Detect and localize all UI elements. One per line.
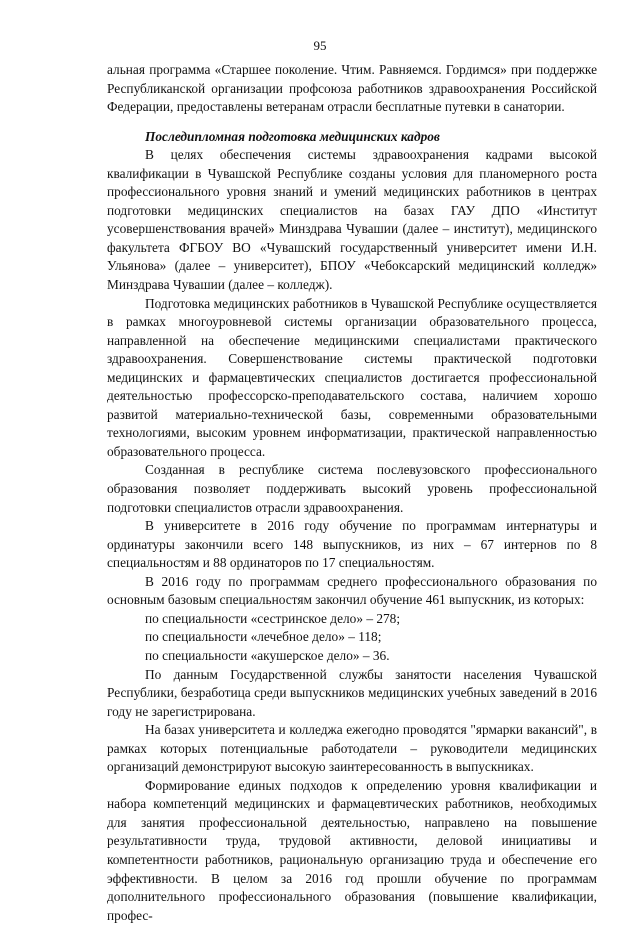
body-paragraph: На базах университета и колледжа ежегодно проводятся "ярмарки вакансий", в рамках которых потенциальные работодатели – руководители медицинских организаций демонстрируют высокую заинтересованность в выпускниках. xyxy=(107,722,597,775)
body-paragraph: Формирование единых подходов к определению уровня квалификации и набора компетенций медицинских и фармацевтических работников, необходимых для занятия профессиональной деятельностью, направлено на повышение результативности труда, трудовой активности, деловой инициативы и компетентности работников, рациональную организацию труда и обеспечение его эффективности. В целом за 2016 год прошли обучение по программам дополнительного профессионального образования (повышение квалификации, профес- xyxy=(107,777,597,923)
document-body xyxy=(107,61,597,925)
body-paragraph: В 2016 году по программам среднего профессионального образования по основным базовым специальностям закончил обучение 461 выпускник, из которых: xyxy=(107,573,597,608)
list-item: по специальности «лечебное дело» – 118; xyxy=(145,629,382,645)
body-paragraph: По данным Государственной службы занятости населения Чувашской Республики, безработица среди выпускников медицинских учебных заведений в 2016 году не зарегистрирована. xyxy=(107,666,597,719)
page-number: 95 xyxy=(313,38,327,53)
list-item: по специальности «сестринское дело» – 278; xyxy=(145,610,401,626)
intro-paragraph: альная программа «Старшее поколение. Чтим. Равняемся. Гордимся» при поддержке Республиканской организации профсоюза работников здравоохранения Российской Федерации, предоставлены ветеранам отрасли бесплатные путевки в санатории. xyxy=(107,62,597,115)
body-paragraph: Созданная в республике система послевузовского профессионального образования позволяет поддерживать высокий уровень профессиональной подготовки специалистов отрасли здравоохранения. xyxy=(107,462,597,515)
section-heading: Последипломная подготовка медицинских кадров xyxy=(145,128,440,144)
body-paragraph: Подготовка медицинских работников в Чувашской Республике осуществляется в рамках многоуровневой системы организации образовательного процесса, направленной на обеспечение медицинскими специалистами практического здравоохранения. Совершенствование системы практической подготовки медицинских и фармацевтических специалистов достигается профессиональной деятельностью профессорско-преподавательского состава, наличием хорошо развитой материально-технической базы, современными образовательными технологиями, высоким уровнем информатизации, практической направленностью образовательного процесса. xyxy=(107,295,597,459)
body-paragraph: В университете в 2016 году обучение по программам интернатуры и ординатуры закончили всего 148 выпускников, из них – 67 интернов по 8 специальностям и 88 ординаторов по 17 специальностям. xyxy=(107,518,597,571)
list-item: по специальности «акушерское дело» – 36. xyxy=(145,647,390,663)
body-paragraph: В целях обеспечения системы здравоохранения кадрами высокой квалификации в Чувашской Республике созданы условия для планомерного роста профессионального уровня знаний и умений медицинских работников в центрах подготовки медицинских специалистов на базах ГАУ ДПО «Институт усовершенствования врачей» Минздрава Чувашии (далее – институт), медицинского факультета ФГБОУ ВО «Чувашский государственный университет имени И.Н. Ульянова» (далее – университет), БПОУ «Чебоксарский медицинский колледж» Минздрава Чувашии (далее – колледж). xyxy=(107,147,597,293)
